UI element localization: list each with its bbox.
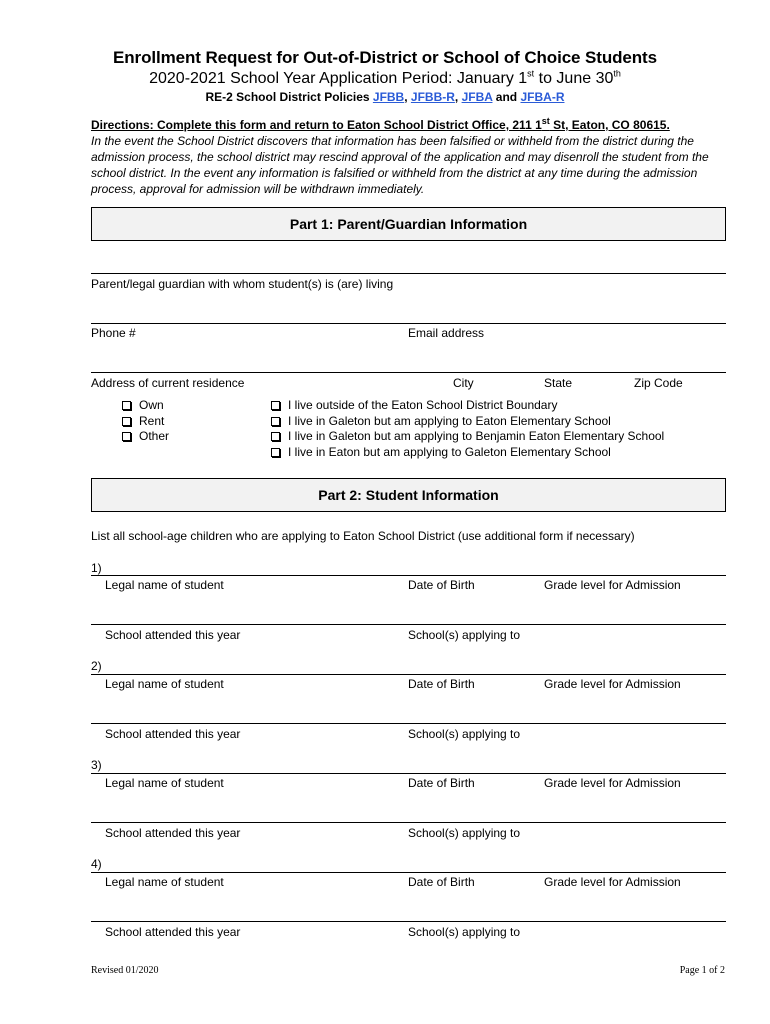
policy-link-jfba-r[interactable]: JFBA-R [520, 90, 565, 104]
checkbox-outside-boundary[interactable]: I live outside of the Eaton School District Boundary [271, 398, 557, 412]
school-attended-label: School attended this year [105, 925, 241, 939]
student-number: 3) [91, 758, 102, 772]
application-period: 2020-2021 School Year Application Period: January 1st to June 30th [149, 68, 621, 87]
student-name-field-line[interactable] [91, 773, 726, 774]
form-title: Enrollment Request for Out-of-District or School of Choice Students [113, 48, 657, 67]
student-name-label: Legal name of student [105, 776, 224, 790]
policy-link-jfba[interactable]: JFBA [461, 90, 493, 104]
checkbox-galeton-to-benjamin[interactable]: I live in Galeton but am applying to Benjamin Eaton Elementary School [271, 429, 664, 443]
checkbox-icon [122, 417, 131, 426]
school-field-line[interactable] [91, 723, 726, 724]
checkbox-icon [271, 432, 280, 441]
address-label: Address of current residence [91, 376, 245, 390]
student-number: 1) [91, 561, 102, 575]
guardian-field-line[interactable] [91, 273, 726, 274]
address-field-line[interactable] [91, 372, 726, 373]
directions-heading: Directions: Complete this form and return to Eaton School District Office, 211 1st St, Eaton, CO 80615. [91, 116, 670, 132]
school-applying-label: School(s) applying to [408, 628, 521, 642]
part2-intro: List all school-age children who are applying to Eaton School District (use additional form if necessary) [91, 529, 635, 543]
student-name-field-line[interactable] [91, 575, 726, 576]
part1-heading: Part 1: Parent/Guardian Information [91, 207, 726, 241]
checkbox-icon [271, 401, 280, 410]
checkbox-icon [271, 448, 280, 457]
policy-link-jfbb[interactable]: JFBB [372, 90, 405, 104]
phone-email-field-line[interactable] [91, 323, 726, 324]
phone-label: Phone # [91, 326, 136, 340]
dob-label: Date of Birth [408, 677, 475, 691]
checkbox-own[interactable]: Own [122, 398, 164, 412]
grade-label: Grade level for Admission [544, 677, 681, 691]
school-applying-label: School(s) applying to [408, 727, 521, 741]
school-field-line[interactable] [91, 822, 726, 823]
grade-label: Grade level for Admission [544, 776, 681, 790]
checkbox-rent[interactable]: Rent [122, 414, 164, 428]
dob-label: Date of Birth [408, 875, 475, 889]
school-applying-label: School(s) applying to [408, 925, 521, 939]
school-field-line[interactable] [91, 921, 726, 922]
student-name-label: Legal name of student [105, 578, 224, 592]
state-label: State [544, 376, 573, 390]
checkbox-eaton-to-galeton[interactable]: I live in Eaton but am applying to Galeton Elementary School [271, 445, 611, 459]
student-name-field-line[interactable] [91, 872, 726, 873]
student-name-label: Legal name of student [105, 677, 224, 691]
school-applying-label: School(s) applying to [408, 826, 521, 840]
guardian-label: Parent/legal guardian with whom student(s) is (are) living [91, 277, 394, 291]
policy-link-jfbb-r[interactable]: JFBB-R [410, 90, 455, 104]
checkbox-icon [271, 417, 280, 426]
school-attended-label: School attended this year [105, 727, 241, 741]
part2-heading: Part 2: Student Information [91, 478, 726, 512]
dob-label: Date of Birth [408, 776, 475, 790]
checkbox-other[interactable]: Other [122, 429, 169, 443]
student-number: 4) [91, 857, 102, 871]
grade-label: Grade level for Admission [544, 875, 681, 889]
student-number: 2) [91, 659, 102, 673]
dob-label: Date of Birth [408, 578, 475, 592]
student-name-label: Legal name of student [105, 875, 224, 889]
email-label: Email address [408, 326, 485, 340]
school-field-line[interactable] [91, 624, 726, 625]
directions-text: In the event the School District discovers that information has been falsified or withheld from the district during the admission process, the school district may rescind approval of the application and may disenroll the student from the school district. In the event any information is falsified or withheld from the district at any time during the admission process, approval for admission will be withdrawn immediately. [91, 134, 709, 196]
page-number: Page 1 of 2 [679, 965, 725, 976]
grade-label: Grade level for Admission [544, 578, 681, 592]
school-attended-label: School attended this year [105, 628, 241, 642]
student-name-field-line[interactable] [91, 674, 726, 675]
school-attended-label: School attended this year [105, 826, 241, 840]
checkbox-icon [122, 432, 131, 441]
city-label: City [453, 376, 474, 390]
checkbox-icon [122, 401, 131, 410]
policies-line: RE-2 School District Policies JFBB, JFBB-R, JFBA and JFBA-R [205, 90, 565, 104]
checkbox-galeton-to-eaton[interactable]: I live in Galeton but am applying to Eaton Elementary School [271, 414, 611, 428]
zip-label: Zip Code [634, 376, 683, 390]
revised-date: Revised 01/2020 [91, 965, 159, 976]
